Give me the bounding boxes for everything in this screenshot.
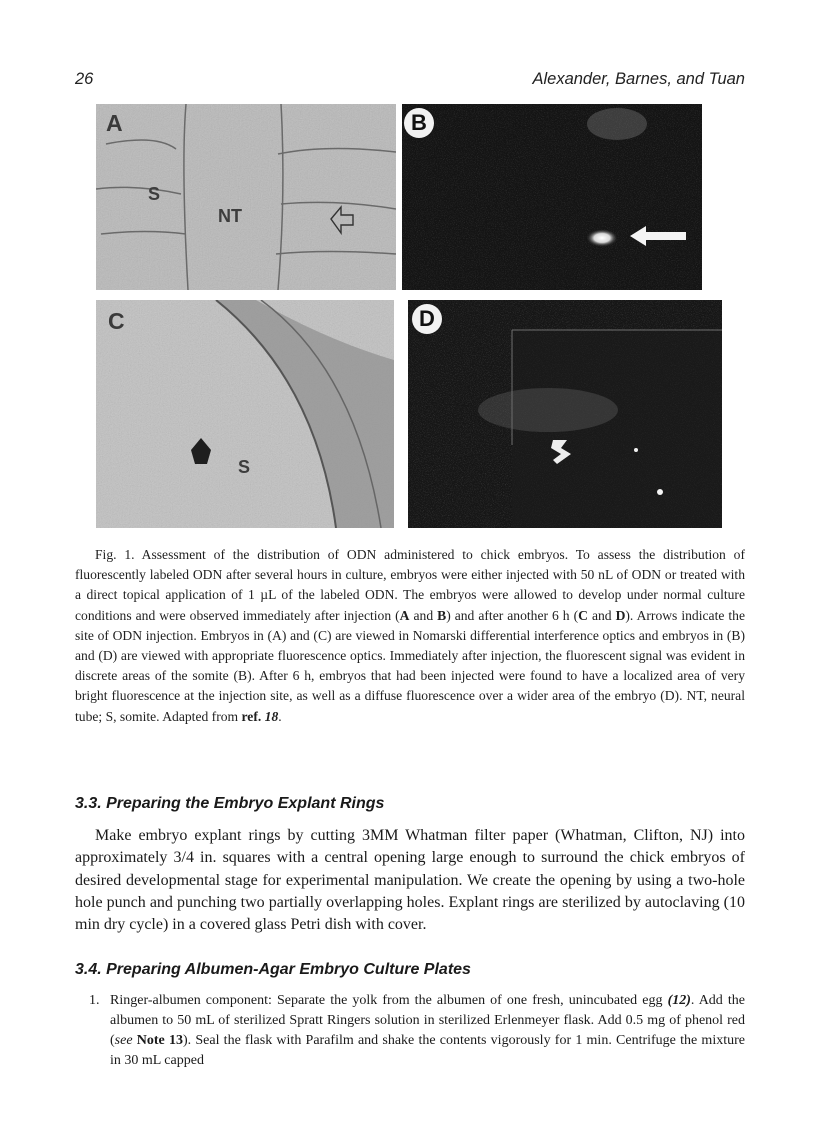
figure-panel-b — [402, 104, 702, 290]
panel-b-micrograph — [402, 104, 702, 290]
figure-caption — [75, 545, 745, 727]
figure-panel-d — [408, 300, 722, 528]
caption-bold-b: B — [437, 607, 447, 623]
caption-ref-label: ref. — [241, 708, 262, 724]
running-head — [75, 70, 745, 92]
list-item-ref: (12) — [667, 993, 691, 1008]
caption-bold-c: C — [578, 607, 588, 623]
panel-c-label-s: S — [238, 457, 251, 477]
panel-letter-d: D — [412, 304, 442, 334]
section-3-3-paragraph: Make embryo explant rings by cutting 3MM Whatman filter paper (Whatman, Clifton, NJ) into approximately 3/4 in. squares with a central opening large enough to surround the chick embryos of desired developmental stage for experimental manipulation. We create the opening by using a two-hole hole punch and punching two partially overlapping holes. Explant rings are sterilized by autoclaving (10 min dry cycle) in a covered glass Petri dish with cover. — [75, 827, 745, 934]
page-number: 26 — [75, 70, 94, 88]
caption-bold-d: D — [615, 607, 626, 623]
procedure-list — [75, 991, 745, 1071]
list-item-see: see — [114, 1033, 133, 1048]
caption-text-2: and — [409, 607, 438, 623]
caption-text-1: Fig. 1. Assessment of the distribution of ODN administered to chick embryos. To assess the distribution of fluorescently labeled ODN after several hours in culture, embryos were either injected with 50 nL of ODN or treated with a direct topical application of 1 µL of the labeled ODN. The embryos were allowed to develop under normal culture conditions and were observed immediately after injection ( — [75, 547, 745, 623]
caption-bold-a: A — [399, 607, 410, 623]
panel-d-micrograph — [408, 300, 722, 528]
caption-paragraph — [75, 545, 745, 727]
caption-text-end: . — [278, 708, 282, 724]
running-head-authors: Alexander, Barnes, and Tuan — [532, 70, 745, 88]
figure-panel-c — [96, 300, 394, 528]
panel-letter-b: B — [404, 108, 434, 138]
list-item-text-2: . Add the albumen to 50 mL of sterilized Spratt Ringers solution in sterilized Erlenmeyer flask. Add 0.5 mg of phenol red ( — [110, 993, 745, 1048]
list-item-text-1: Ringer-albumen component: Separate the yolk from the albumen of one fresh, unincubated egg — [110, 993, 668, 1008]
panel-c-micrograph — [96, 300, 394, 528]
list-item — [75, 991, 745, 1071]
section-heading-3-3: 3.3. Preparing the Embryo Explant Rings — [75, 795, 385, 812]
list-item-number: 1. — [89, 993, 100, 1008]
figure-1 — [96, 104, 722, 528]
caption-ref-number: 18 — [264, 708, 279, 724]
list-item-text-3: ). Seal the flask with Parafilm and shake the contents vigorously for 1 min. Centrifuge the mixture in 30 mL capped — [110, 1033, 745, 1068]
caption-text-3: ) and after another 6 h ( — [446, 607, 579, 623]
panel-a-label-nt: NT — [218, 206, 242, 226]
figure-panel-a — [96, 104, 396, 290]
section-3-3-body — [75, 825, 745, 936]
list-item-note: Note 13 — [136, 1033, 183, 1048]
panel-a-micrograph — [96, 104, 396, 290]
section-heading-3-4: 3.4. Preparing Albumen-Agar Embryo Culture Plates — [75, 961, 471, 978]
panel-a-label-s: S — [148, 184, 161, 204]
caption-text-5: ). Arrows indicate the site of ODN injection. Embryos in (A) and (C) are viewed in Nomarski differential interference optics and embryos in (B) and (D) are viewed with appropriate fluorescence optics. Immediately after injection, the fluorescent signal was evident in discrete areas of the somite (B). After 6 h, embryos that had been injected were found to have a localized area of very bright fluorescence at the injection site, as well as a diffuse fluorescence over a wider area of the embryo (D). NT, neural tube; S, somite. Adapted from — [75, 607, 745, 724]
panel-letter-a: A — [106, 110, 123, 136]
caption-text-4: and — [587, 607, 616, 623]
panel-letter-c: C — [108, 308, 125, 334]
